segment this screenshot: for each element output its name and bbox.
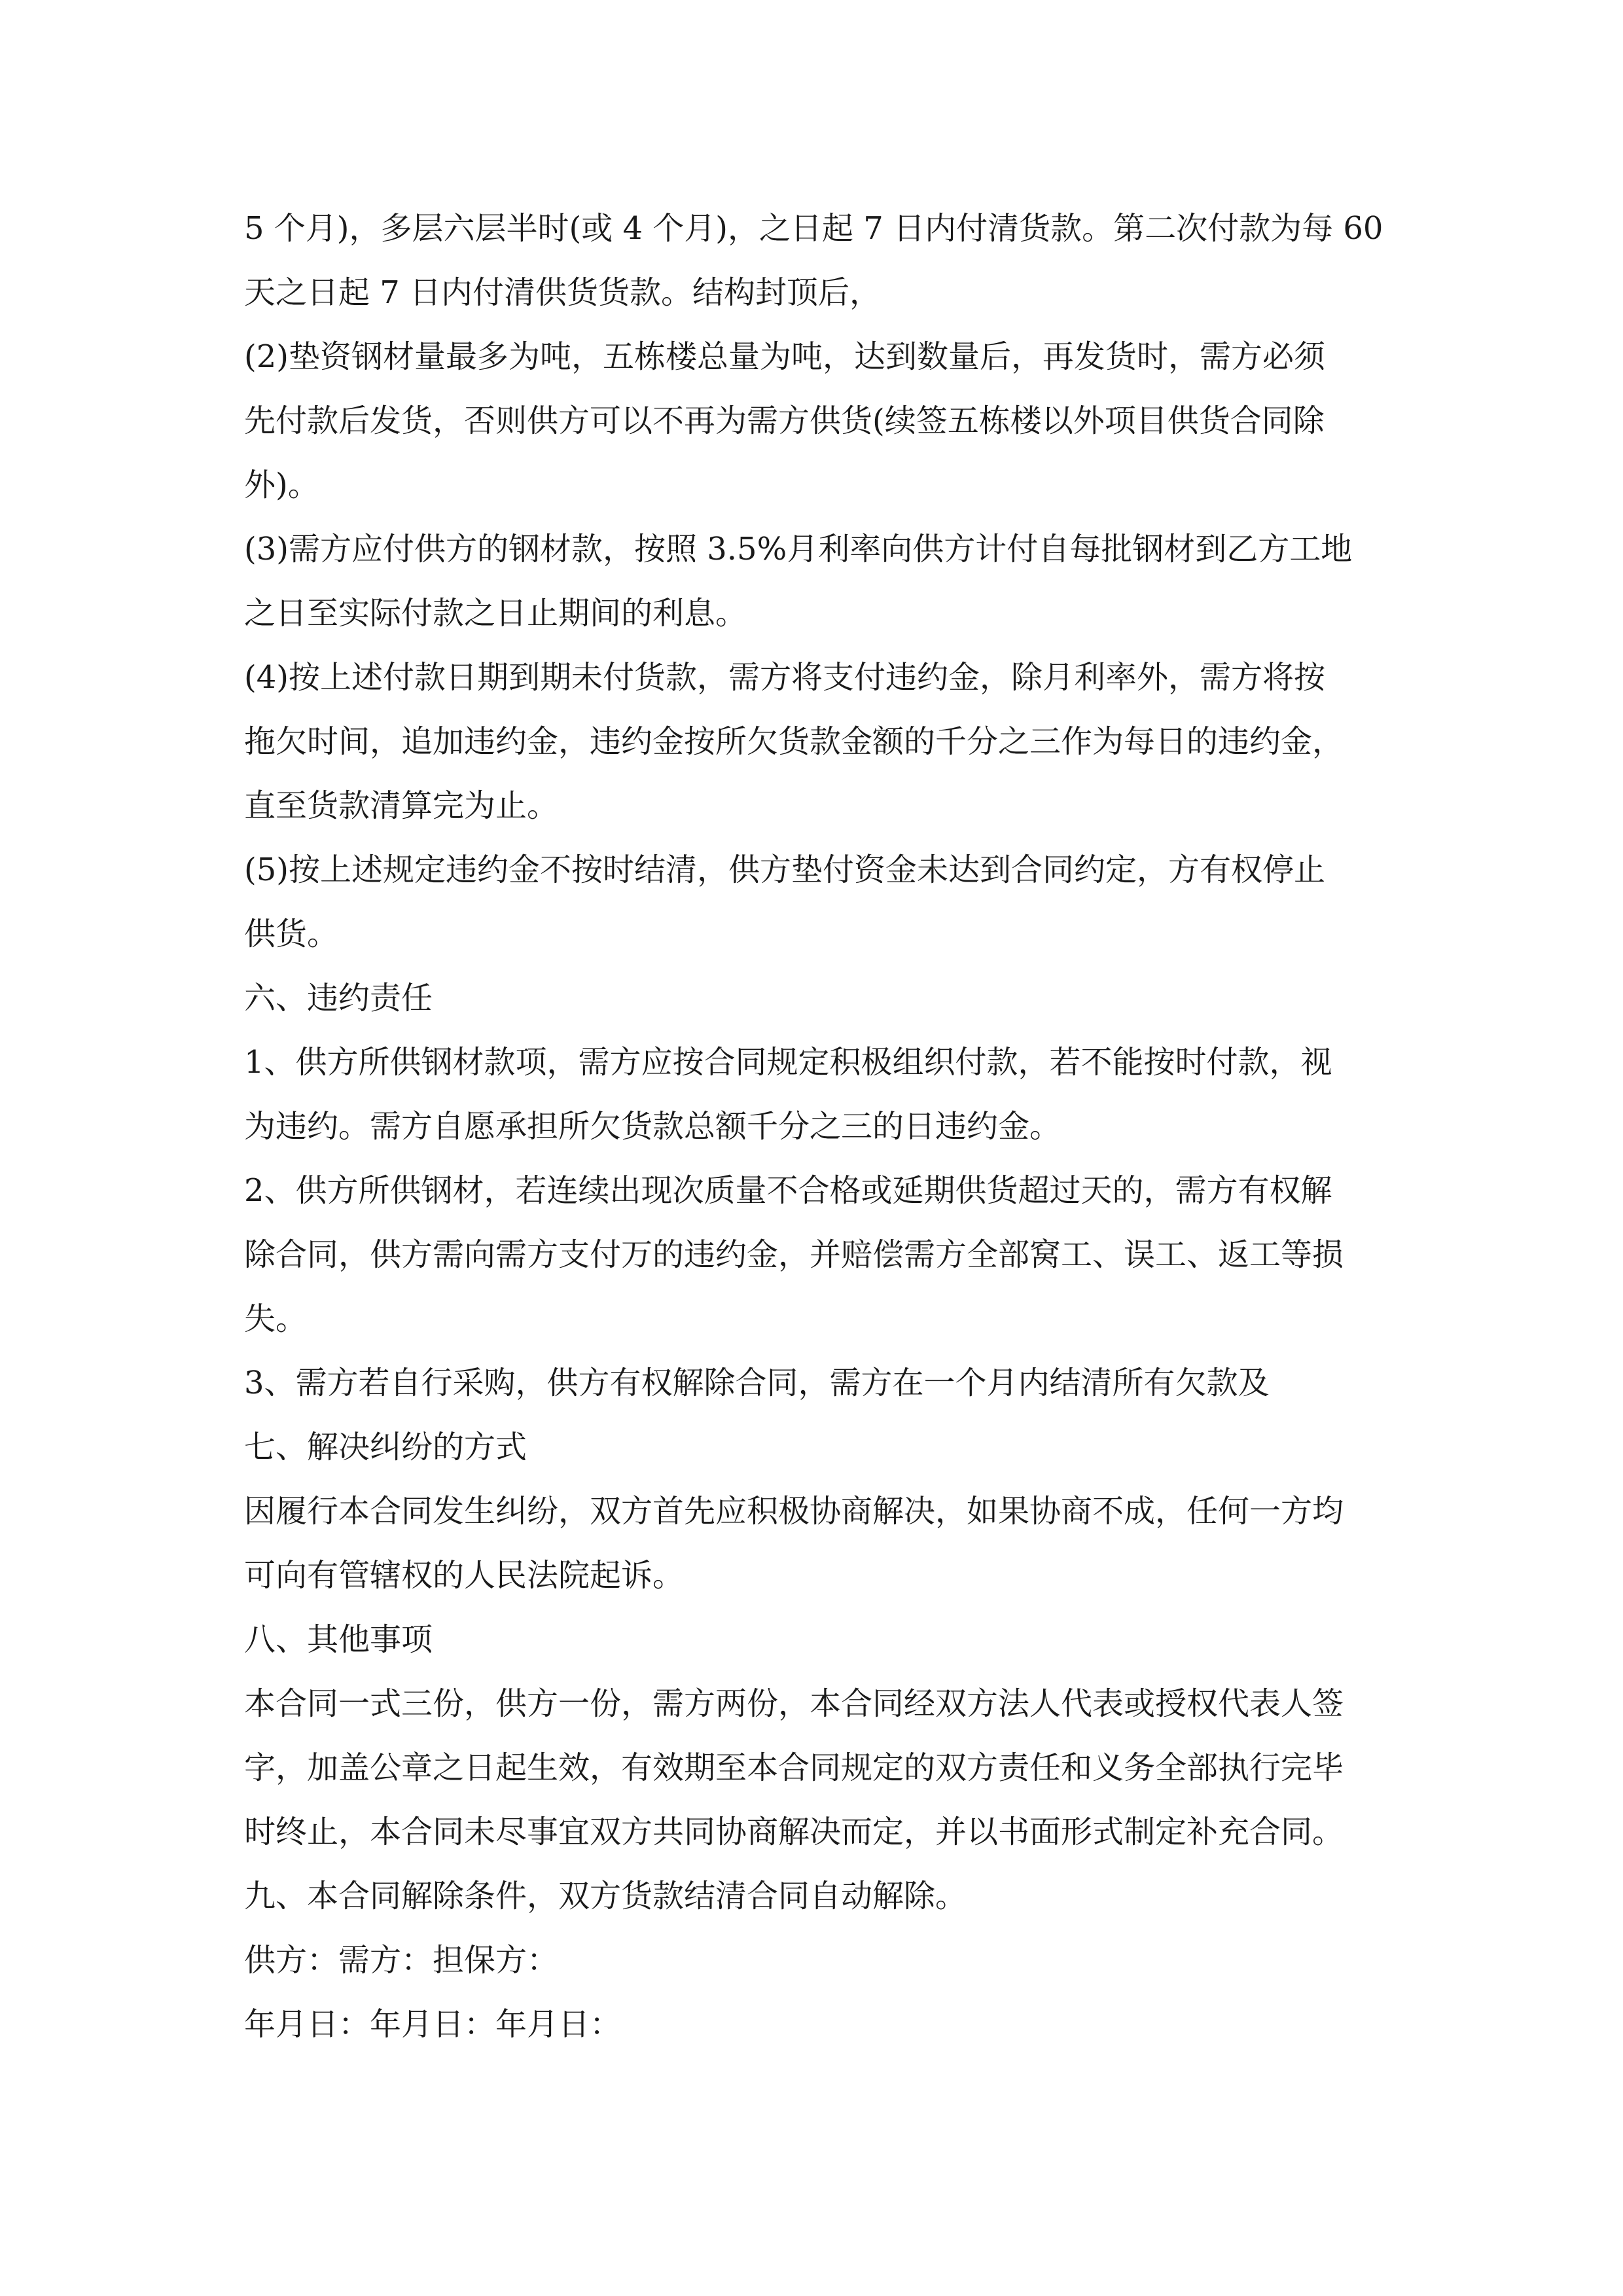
document-body <box>244 196 1396 2056</box>
text-line: 直至货款清算完为止。 <box>244 787 559 824</box>
text-line: (3)需方应付供方的钢材款，按照 3.5%月利率向供方计付自每批钢材到乙方工地 <box>244 531 1353 567</box>
section-heading-dispute-resolution: 七、解决纠纷的方式 <box>244 1429 527 1465</box>
text-line: 本合同一式三份，供方一份，需方两份，本合同经双方法人代表或授权代表人签 <box>244 1685 1344 1722</box>
text-line: 为违约。需方自愿承担所欠货款总额千分之三的日违约金。 <box>244 1108 1061 1145</box>
text-line: 先付款后发货，否则供方可以不再为需方供货(续签五栋楼以外项目供货合同除 <box>244 403 1325 439</box>
text-line: (5)按上述规定违约金不按时结清，供方垫付资金未达到合同约定，方有权停止 <box>244 852 1325 888</box>
text-line: 3、需方若自行采购，供方有权解除合同，需方在一个月内结清所有欠款及 <box>244 1365 1270 1401</box>
text-line: 失。 <box>244 1300 308 1337</box>
text-line: 字，加盖公章之日起生效，有效期至本合同规定的双方责任和义务全部执行完毕 <box>244 1749 1344 1786</box>
text-line: 5 个月)，多层六层半时(或 4 个月)，之日起 7 日内付清货款。第二次付款为每 60 <box>244 210 1383 247</box>
text-line: 时终止，本合同未尽事宜双方共同协商解决而定，并以书面形式制定补充合同。 <box>244 1814 1344 1850</box>
section-heading-termination: 九、本合同解除条件，双方货款结清合同自动解除。 <box>244 1878 967 1914</box>
signature-parties-line: 供方：需方：担保方： <box>244 1942 559 1979</box>
section-heading-breach-liability: 六、违约责任 <box>244 980 433 1016</box>
text-line: 供货。 <box>244 916 339 952</box>
text-line: 外)。 <box>244 467 319 503</box>
text-line: 天之日起 7 日内付清供货货款。结构封顶后， <box>244 274 882 311</box>
text-line: 因履行本合同发生纠纷，双方首先应积极协商解决，如果协商不成，任何一方均 <box>244 1493 1344 1530</box>
text-line: 可向有管辖权的人民法院起诉。 <box>244 1557 685 1594</box>
text-line: 拖欠时间，追加违约金，违约金按所欠货款金额的千分之三作为每日的违约金， <box>244 723 1344 760</box>
text-line: (4)按上述付款日期到期未付货款，需方将支付违约金，除月利率外，需方将按 <box>244 659 1325 696</box>
text-line: (2)垫资钢材量最多为吨，五栋楼总量为吨，达到数量后，再发货时，需方必须 <box>244 338 1325 375</box>
signature-dates-line: 年月日：年月日：年月日： <box>244 2006 622 2043</box>
text-line: 2、供方所供钢材，若连续出现次质量不合格或延期供货超过天的，需方有权解 <box>244 1172 1332 1209</box>
text-line: 除合同，供方需向需方支付万的违约金，并赔偿需方全部窝工、误工、返工等损 <box>244 1236 1344 1273</box>
text-line: 1、供方所供钢材款项，需方应按合同规定积极组织付款，若不能按时付款，视 <box>244 1044 1332 1081</box>
section-heading-other-matters: 八、其他事项 <box>244 1621 433 1658</box>
text-line: 之日至实际付款之日止期间的利息。 <box>244 595 747 632</box>
